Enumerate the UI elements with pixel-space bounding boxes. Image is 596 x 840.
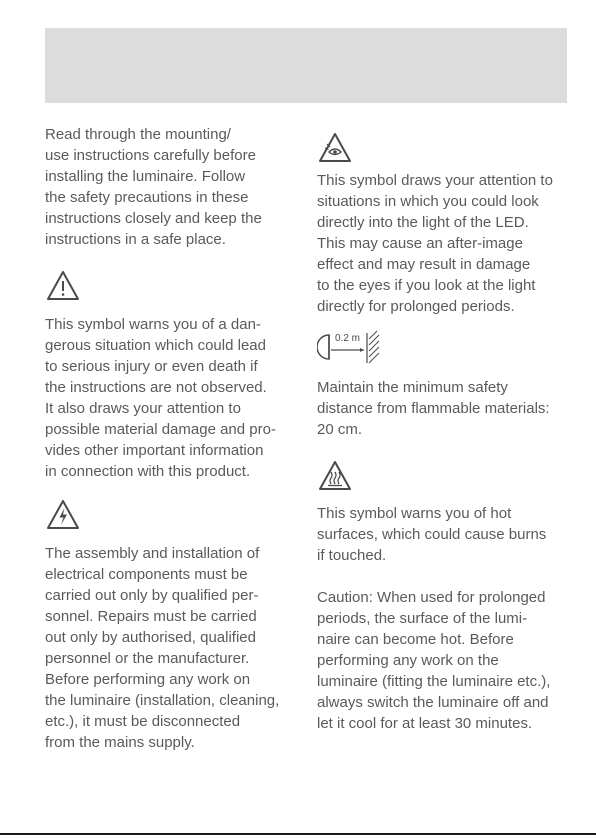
footer-line [0, 833, 596, 835]
warning-triangle-icon [45, 269, 81, 303]
electrical-paragraph: The assembly and installation of electrical components must be carried out only by qualified per- sonnel. Repairs must be carried out only by authorised, qualified personnel or the manufacturer. Before performing any work on the luminaire (installation, cleaning, etc.), it must be disconnected from the mains supply. [45, 545, 280, 751]
distance-label: 0.2 m [335, 333, 361, 344]
caution-paragraph: Caution: When used for prolonged periods, the surface of the lumi- naire can become hot. Before performing any work on the luminaire (fitting the luminaire etc.), always switch the luminaire off and let it cool for at least 30 minutes. [317, 589, 551, 732]
intro-paragraph: Read through the mounting/ use instructions carefully before installing the luminaire. Follow the safety precautions in these instructions closely and keep the instructions in a safe place. [45, 126, 262, 248]
right-column [317, 124, 572, 734]
left-column [45, 124, 300, 753]
header-band [45, 28, 567, 103]
distance-paragraph: Maintain the minimum safety distance from flammable materials: 20 cm. [317, 379, 550, 438]
hot-surface-paragraph: This symbol warns you of hot surfaces, which could cause burns if touched. [317, 505, 547, 564]
eye-hazard-paragraph: This symbol draws your attention to situations in which you could look directly into the light of the LED. This may cause an after-image effect and may result in damage to the eyes if you look at the light directly for prolonged periods. [317, 172, 553, 315]
hot-surface-icon [317, 459, 353, 493]
eye-light-hazard-icon [317, 131, 353, 165]
electrical-hazard-icon [45, 498, 81, 532]
minimum-distance-icon [317, 329, 387, 365]
warning-paragraph: This symbol warns you of a dan- gerous situation which could lead to serious injury or even death if the instructions are not observed. It also draws your attention to possible material damage and pro- vides other important information in connection with this product. [45, 316, 276, 480]
